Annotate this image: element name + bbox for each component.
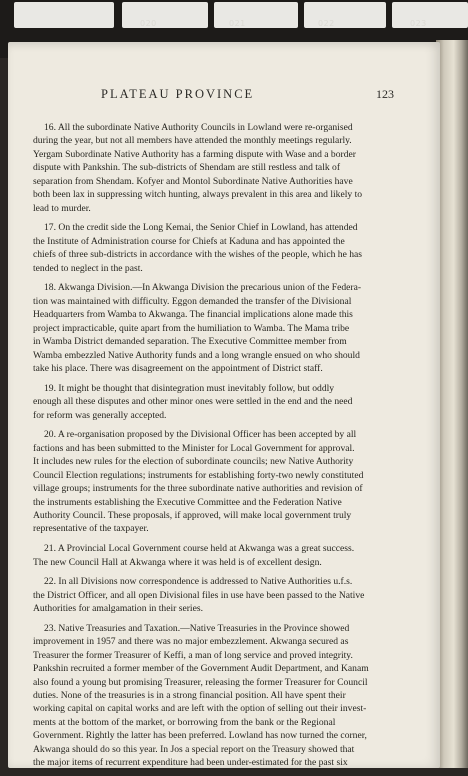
text-line: Government. Rightly the latter has been preferred. Lowland has now turned the corner, <box>33 730 367 742</box>
frame-number: 020 <box>140 19 157 28</box>
text-line: take his place. There was disagreement on the appointment of District staff. <box>33 363 323 375</box>
text-line: The new Council Hall at Akwanga where it was held is of excellent design. <box>33 556 322 568</box>
text-line: 21. A Provincial Local Government course held at Akwanga was a great success. <box>44 543 355 555</box>
text-line: in Wamba District demanded separation. The Executive Committee member from <box>33 336 347 348</box>
text-line: lead to murder. <box>33 202 91 214</box>
text-line: project impracticable, quite apart from the humiliation to Wamba. The Mama tribe <box>33 322 350 334</box>
running-head: PLATEAU PROVINCE <box>101 87 255 101</box>
text-line: the District Officer, and all open Divisional files in use have been passed to the Native <box>33 589 365 601</box>
book-spine-edge <box>436 40 468 768</box>
film-frame <box>122 2 208 28</box>
text-line: 23. Native Treasuries and Taxation.—Native Treasuries in the Province showed <box>44 622 350 634</box>
text-line: Treasurer the former Treasurer of Keffi, a man of long service and proved integrity. <box>33 649 353 661</box>
text-line: Akwanga should do so this year. In Jos a special report on the Treasury showed that <box>33 743 355 755</box>
text-line: Pankshin recruited a former member of the Government Audit Department, and Kanam <box>33 663 369 675</box>
text-line: 19. It might be thought that disintegration must inevitably follow, but oddly <box>44 382 335 394</box>
text-line: Authorities for amalgamation in their series. <box>33 603 203 615</box>
paragraph <box>33 121 423 215</box>
page-body-text <box>33 121 423 776</box>
text-line: ments at the bottom of the market, or borrowing from the bank or the Regional <box>33 716 336 728</box>
text-line: tended to neglect in the past. <box>33 262 143 274</box>
text-line: village groups; instruments for the three subordinate native authorities and revision of <box>33 483 363 495</box>
paragraph <box>33 281 423 375</box>
text-line: also found a young but promising Treasurer, releasing the former Treasurer for Council <box>33 676 368 688</box>
text-line: working capital on capital works and are left with the option of selling out their invest- <box>33 703 367 715</box>
text-line: dispute with Pankshin. The sub-districts of Shendam are still restless and talk of <box>33 162 341 174</box>
text-line: during the year, but not all members have attended the monthly meetings regularly. <box>33 135 352 147</box>
text-line: Headquarters from Wamba to Akwanga. The financial implications alone made this <box>33 309 353 321</box>
text-line: improvement in 1957 and there was no major embezzlement. Akwanga secured as <box>33 636 349 648</box>
text-line: 16. All the subordinate Native Authority Councils in Lowland were re-organised <box>44 122 353 133</box>
text-line: 17. On the credit side the Long Kemai, the Senior Chief in Lowland, has attended <box>44 222 358 234</box>
book-page <box>8 42 440 768</box>
text-line: representative of the taxpayer. <box>33 523 149 535</box>
frame-number: 023 <box>410 19 427 28</box>
text-line: separation from Shendam. Kofyer and Montol Subordinate Native Authorities have <box>33 175 353 187</box>
film-frame <box>304 2 386 28</box>
text-line: the instruments establishing the Executive Committee and the Federation Native <box>33 496 342 508</box>
film-frame <box>214 2 298 28</box>
text-line: factions and has been submitted to the Minister for Local Government for approval. <box>33 442 355 454</box>
frame-number: 022 <box>318 19 335 28</box>
text-line: the major items of recurrent expenditure had been under-estimated for the past six <box>33 757 348 769</box>
film-frame <box>14 2 114 28</box>
text-line: Wamba embezzled Native Authority funds and a long wrangle ensued on who should <box>33 349 360 361</box>
paragraph <box>33 542 423 569</box>
paragraph <box>33 575 423 615</box>
film-frame <box>392 2 468 28</box>
text-line: enough all these disputes and other minor ones were settled in the end and the need <box>33 396 353 408</box>
paragraph <box>33 622 423 770</box>
paragraph <box>33 428 423 536</box>
paragraph <box>33 221 423 275</box>
text-line: for reform was generally accepted. <box>33 409 167 421</box>
frame-number: 021 <box>229 19 246 28</box>
text-line: tion was maintained with difficulty. Eggon demanded the transfer of the Divisional <box>33 295 352 307</box>
text-line: the Institute of Administration course for Chiefs at Kaduna and has appointed the <box>33 235 345 247</box>
page-number: 123 <box>376 87 394 101</box>
text-line: Authority Council. These proposals, if approved, will make local government truly <box>33 509 352 521</box>
text-line: Council Election regulations; instruments for establishing forty-two newly constituted <box>33 469 364 481</box>
text-line: chiefs of three sub-districts in accordance with the wishes of the people, which he has <box>33 249 363 261</box>
text-line: It includes new rules for the election of subordinate councils; new Native Authority <box>33 456 354 468</box>
text-line: 20. A re-organisation proposed by the Divisional Officer has been accepted by all <box>44 429 357 441</box>
text-line: 22. In all Divisions now correspondence is addressed to Native Authorities u.f.s. <box>44 576 353 588</box>
text-line: Yergam Subordinate Native Authority has a farming dispute with Wase and a border <box>33 148 356 160</box>
text-line: duties. None of the treasuries is in a strong financial position. All have spent their <box>33 689 346 701</box>
text-line: 18. Akwanga Division.—In Akwanga Division the precarious union of the Federa- <box>44 282 362 294</box>
paragraph <box>33 382 423 422</box>
text-line: both been lax in suppressing witch hunting, always prevalent in this area and likely to <box>33 189 363 201</box>
